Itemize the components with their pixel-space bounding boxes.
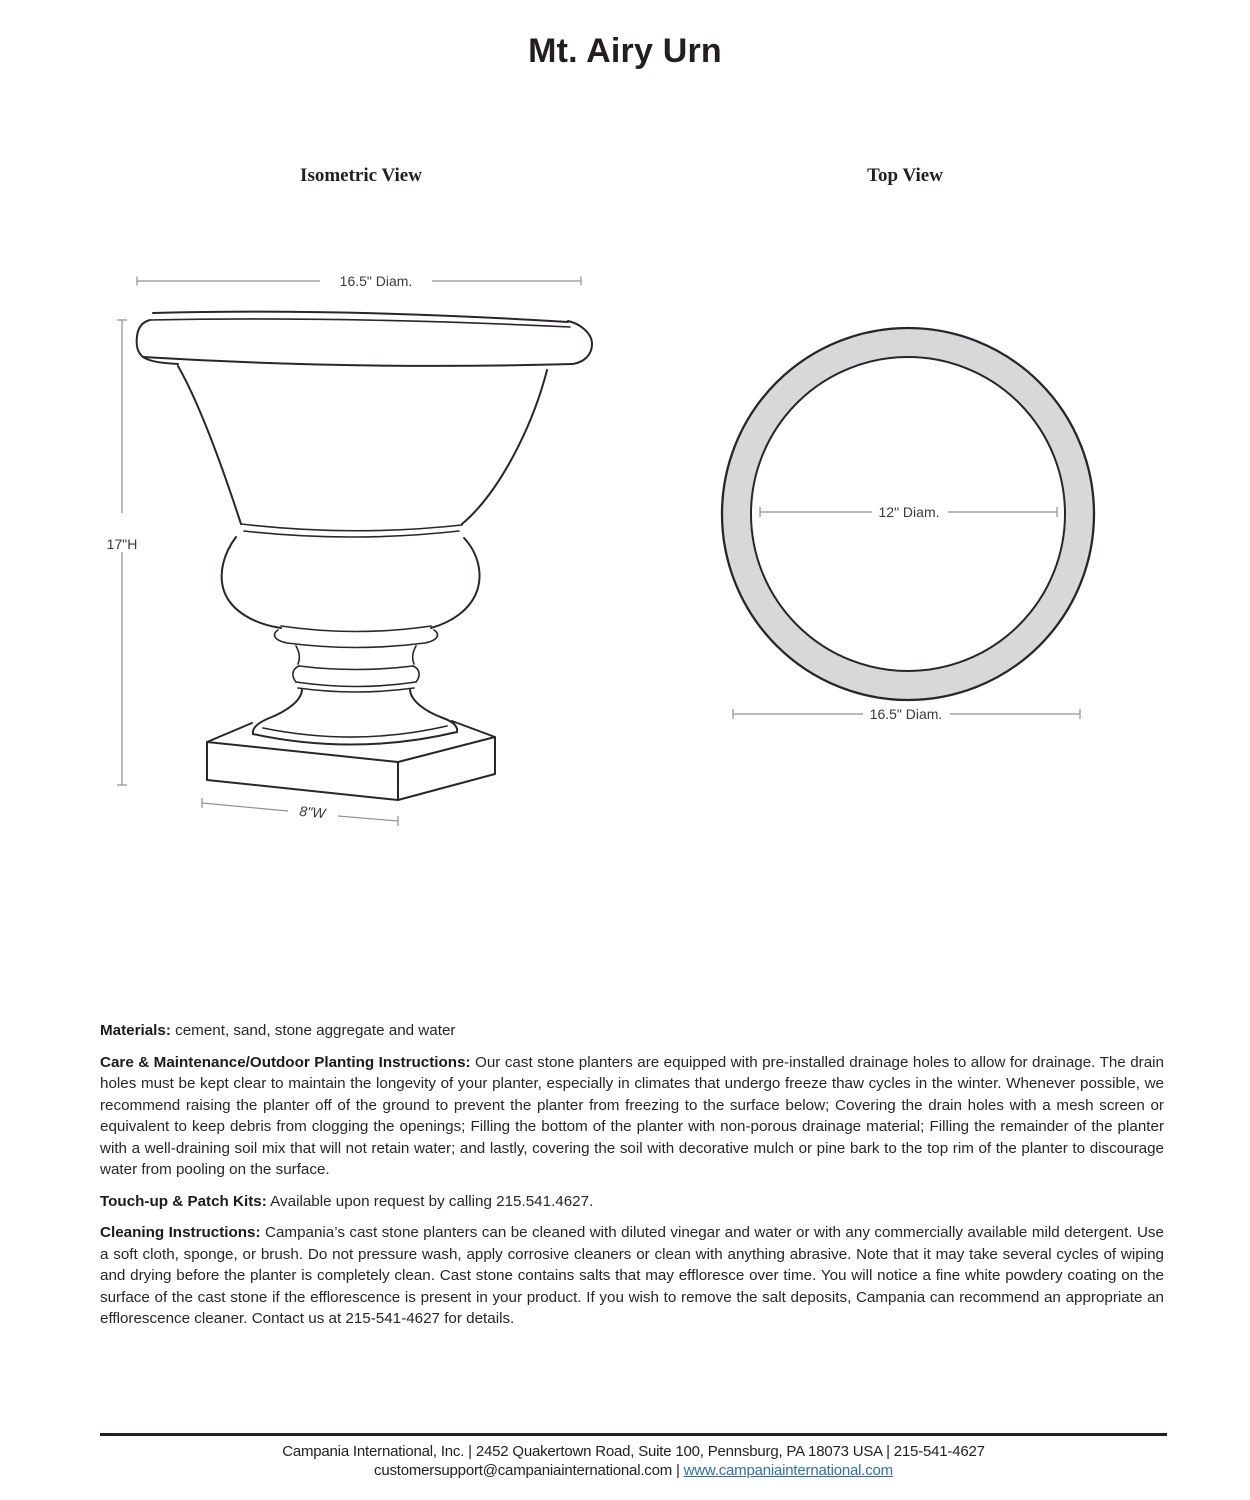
dimension-inner-diameter-label: 12" Diam.: [878, 504, 940, 520]
dimension-top-diameter: [137, 273, 581, 289]
dimension-outer-diameter: [733, 706, 1080, 722]
touchup-section: [100, 1191, 1164, 1213]
footer-divider: [100, 1433, 1167, 1436]
touchup-heading: Touch-up & Patch Kits:: [100, 1192, 267, 1210]
cleaning-heading: Cleaning Instructions:: [100, 1224, 261, 1241]
footer-contact-line: [100, 1461, 1167, 1480]
footer-website-link[interactable]: www.campaniainternational.com: [683, 1462, 893, 1479]
cleaning-body: Campania’s cast stone planters can be cleaned with diluted vinegar and water or with any commercially available mild detergent. Use a soft cloth, sponge, or brush. Do not pressure wash, apply corrosive cleaners or clean with anything abrasive. Note that it may take several cycles of wiping and drying before the planter is completely clean. Cast stone contains salts that may effloresce over time. You will notice a fine white powdery coating on the surface of the cast stone if the efflorescence is present in your product. If you wish to remove the salt deposits, Campania can recommend an appropriate an efflorescence cleaner. Contact us at 215-541-4627 for details.: [100, 1224, 1164, 1327]
dimension-height-label: 17"H: [106, 536, 138, 552]
care-maintenance-body: Our cast stone planters are equipped with pre-installed drainage holes to allow for drainage. The drain holes must be kept clear to maintain the longevity of your planter, especially in climates that undergo freeze thaw cycles in the winter. Whenever possible, we recommend raising the planter off of the ground to prevent the planter from freezing to the surface below; Covering the drain holes with a mesh screen or equivalent to keep debris from clogging the openings; Filling the bottom of the planter with non-porous drainage material; Filling the remainder of the planter with a well-draining soil mix that will not retain water; and lastly, covering the soil with decorative mulch or pine bark to the top rim of the planter to discourage water from pooling on the surface.: [100, 1053, 1164, 1178]
dimension-base-width-label: 8"W: [298, 802, 327, 822]
touchup-body: Available upon request by calling 215.541.4627.: [270, 1192, 594, 1210]
isometric-view-drawing: [95, 265, 605, 835]
dimension-base-width: [202, 798, 398, 826]
dimension-height: [107, 320, 138, 785]
cleaning-section: [100, 1222, 1164, 1330]
care-maintenance-section: [100, 1052, 1164, 1181]
dimension-outer-diameter-label: 16.5" Diam.: [869, 706, 943, 722]
dimension-inner-diameter: [760, 504, 1057, 520]
urn-outline: [137, 312, 592, 745]
top-view-label: Top View: [867, 165, 943, 186]
footer-company-line: Campania International, Inc. | 2452 Quakertown Road, Suite 100, Pennsburg, PA 18073 USA | 215-541-4627: [282, 1443, 985, 1460]
materials-section: [100, 1020, 1164, 1042]
page-title: Mt. Airy Urn: [528, 32, 722, 70]
materials-body: cement, sand, stone aggregate and water: [175, 1022, 456, 1039]
dimension-top-diameter-label: 16.5" Diam.: [339, 273, 413, 289]
top-view-drawing: [700, 300, 1120, 730]
info-sections: [100, 1020, 1164, 1330]
care-maintenance-heading: Care & Maintenance/Outdoor Planting Instructions:: [100, 1053, 471, 1071]
isometric-view-label: Isometric View: [300, 165, 422, 186]
footer-separator: |: [676, 1462, 680, 1479]
footer-email: customersupport@campaniainternational.com: [374, 1462, 673, 1479]
materials-heading: Materials:: [100, 1022, 171, 1039]
